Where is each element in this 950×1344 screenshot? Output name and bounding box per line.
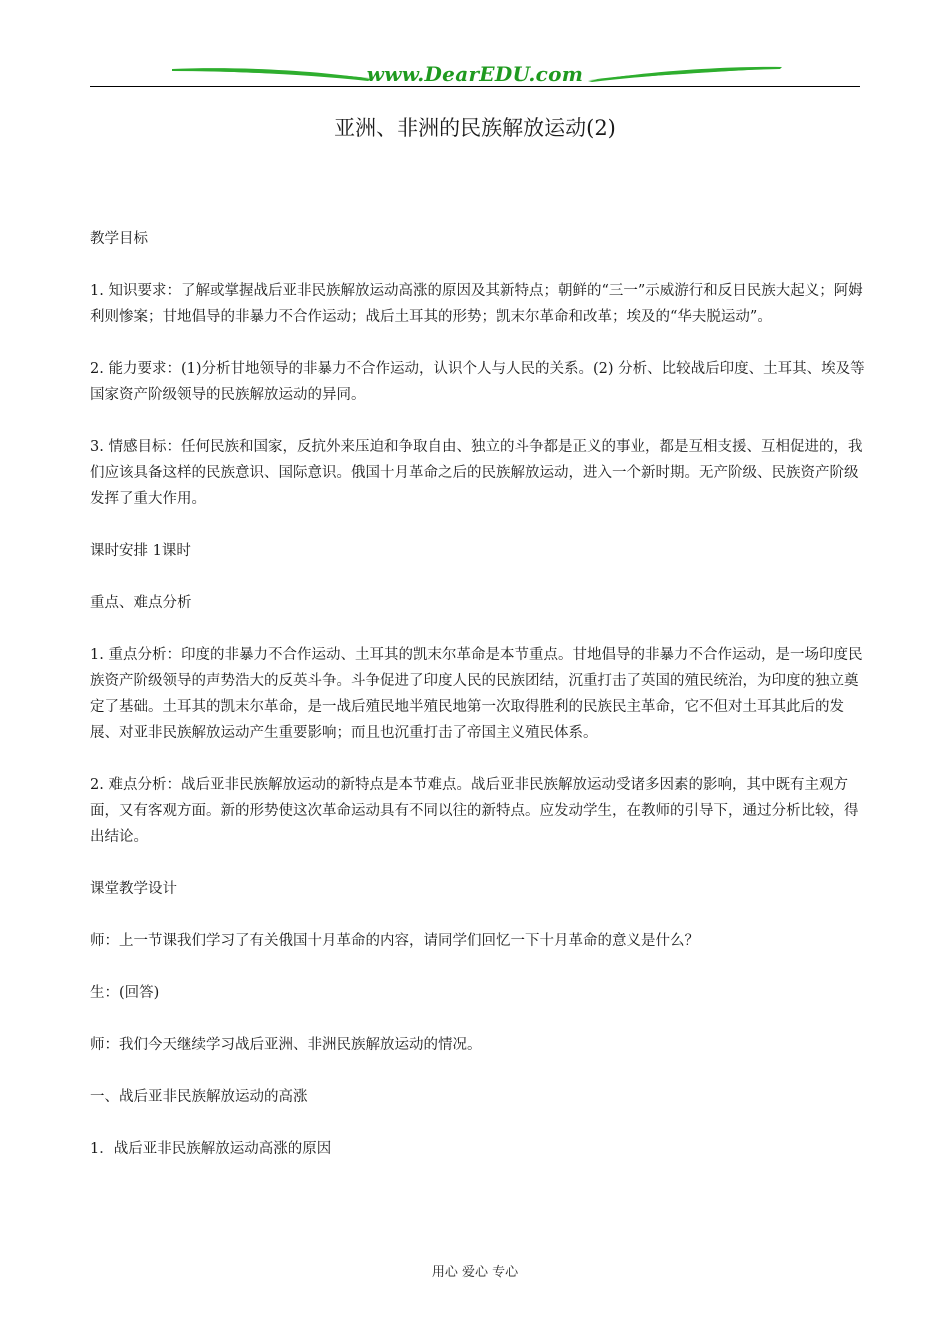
document-body bbox=[90, 226, 870, 1188]
paragraph-ability-requirements: 2. 能力要求：(1)分析甘地领导的非暴力不合作运动，认识个人与人民的关系。(2) 分析、比较战后印度、土耳其、埃及等国家资产阶级领导的民族解放运动的异同。 bbox=[90, 361, 865, 403]
paragraph-teacher-question: 师：上一节课我们学习了有关俄国十月革命的内容，请同学们回忆一下十月革命的意义是什么？ bbox=[90, 933, 699, 949]
header-rule bbox=[90, 86, 860, 87]
section-heading-part-one: 一、战后亚非民族解放运动的高涨 bbox=[90, 1089, 308, 1105]
subsection-heading-causes: 1．战后亚非民族解放运动高涨的原因 bbox=[90, 1141, 332, 1157]
section-heading-key-points: 重点、难点分析 bbox=[90, 595, 192, 611]
paragraph-key-point-analysis: 1. 重点分析：印度的非暴力不合作运动、土耳其的凯末尔革命是本节重点。甘地倡导的非暴力不合作运动，是一场印度民族资产阶级领导的声势浩大的反英斗争。斗争促进了印度人民的民族团结，沉重打击了英国的殖民统治，为印度的独立奠定了基础。土耳其的凯末尔革命，是一战后殖民地半殖民地第一次取得胜利的民族民主革命，它不但对土耳其此后的发展、对亚非民族解放运动产生重要影响；而且也沉重打击了帝国主义殖民体系。 bbox=[90, 647, 863, 741]
document-title: 亚洲、非洲的民族解放运动(2) bbox=[334, 116, 616, 140]
page-footer: 用心 爱心 专心 bbox=[431, 1265, 519, 1280]
section-heading-lesson-design: 课堂教学设计 bbox=[90, 881, 177, 897]
paragraph-difficulty-analysis: 2. 难点分析：战后亚非民族解放运动的新特点是本节难点。战后亚非民族解放运动受诸多因素的影响，其中既有主观方面，又有客观方面。新的形势使这次革命运动具有不同以往的新特点。应发动学生，在教师的引导下，通过分析比较，得出结论。 bbox=[90, 777, 859, 845]
paragraph-knowledge-requirements: 1. 知识要求：了解或掌握战后亚非民族解放运动高涨的原因及其新特点；朝鲜的“三一”示威游行和反日民族大起义；阿姆利则惨案；甘地倡导的非暴力不合作运动；战后土耳其的形势；凯末尔革命和改革；埃及的“华夫脱运动”。 bbox=[90, 283, 863, 325]
section-heading-objectives: 教学目标 bbox=[90, 231, 148, 247]
paragraph-class-schedule: 课时安排 1课时 bbox=[90, 543, 191, 559]
paragraph-teacher-intro: 师：我们今天继续学习战后亚洲、非洲民族解放运动的情况。 bbox=[90, 1037, 482, 1053]
paragraph-emotional-goals: 3. 情感目标：任何民族和国家，反抗外来压迫和争取自由、独立的斗争都是正义的事业，都是互相支援、互相促进的，我们应该具备这样的民族意识、国际意识。俄国十月革命之后的民族解放运动，进入一个新时期。无产阶级、民族资产阶级发挥了重大作用。 bbox=[90, 439, 863, 507]
paragraph-student-answer: 生：(回答) bbox=[90, 985, 160, 1001]
site-logo-text: www.DearEDU.com bbox=[366, 62, 584, 86]
